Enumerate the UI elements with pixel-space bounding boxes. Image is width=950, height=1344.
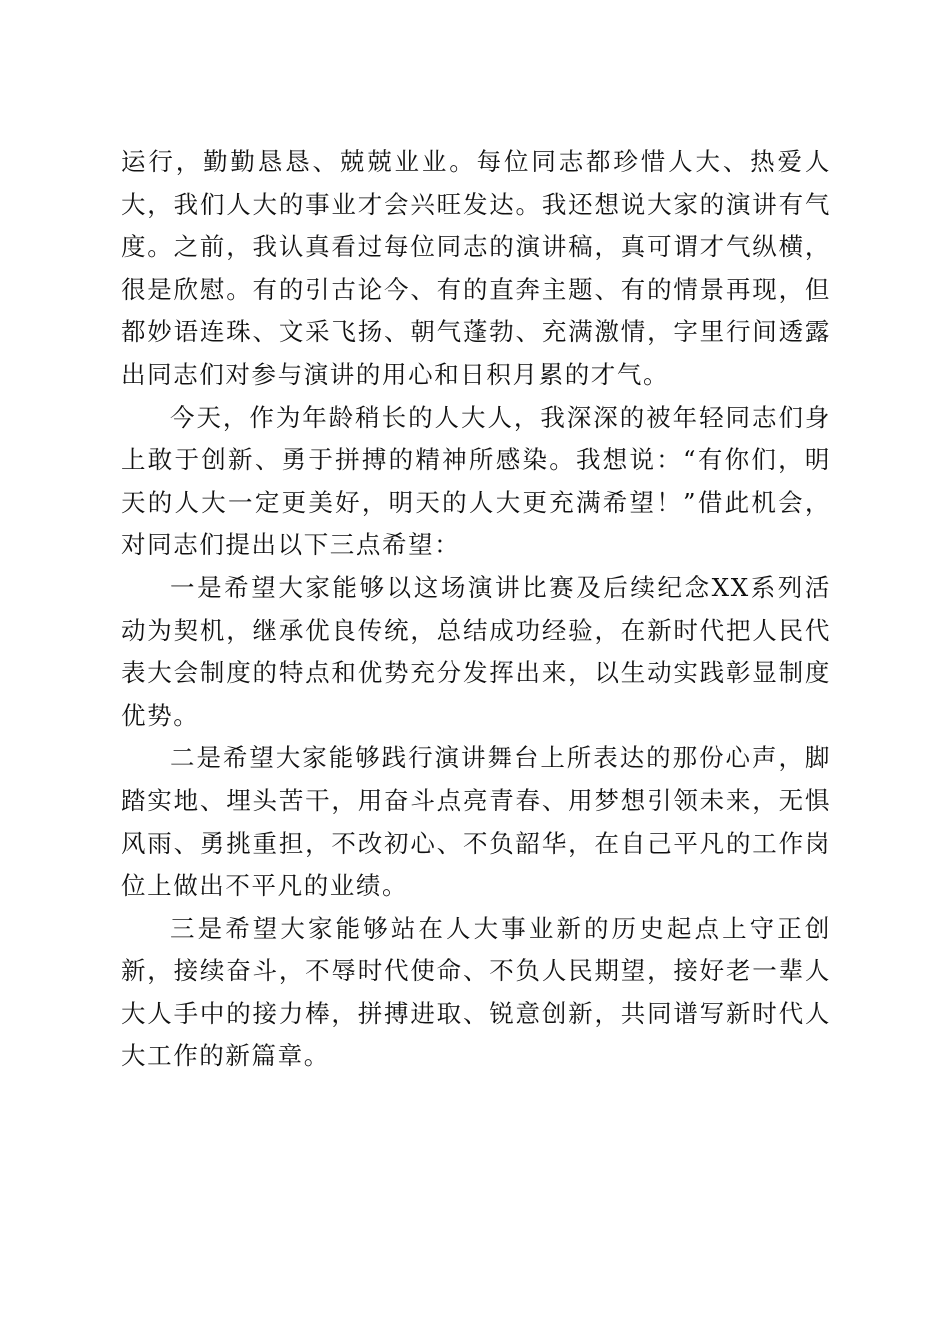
document-body <box>121 141 831 1078</box>
paragraph-continuation: 运行，勤勤恳恳、兢兢业业。每位同志都珍惜人大、热爱人大，我们人大的事业才会兴旺发达。我还想说大家的演讲有气度。之前，我认真看过每位同志的演讲稿，真可谓才气纵横，很是欣慰。有的引古论今、有的直奔主题、有的情景再现，但都妙语连珠、文采飞扬、朝气蓬勃、充满激情，字里行间透露出同志们对参与演讲的用心和日积月累的才气。 <box>121 147 831 389</box>
paragraph-hope-one: 一是希望大家能够以这场演讲比赛及后续纪念XX系列活动为契机，继承优良传统，总结成功经验，在新时代把人民代表大会制度的特点和优势充分发挥出来，以生动实践彰显制度优势。 <box>121 572 831 730</box>
paragraph-today: 今天，作为年龄稍长的人大人，我深深的被年轻同志们身上敢于创新、勇于拼搏的精神所感染。我想说：“有你们，明天的人大一定更美好，明天的人大更充满希望！”借此机会，对同志们提出以下三点希望： <box>121 402 831 560</box>
paragraph-hope-two: 二是希望大家能够践行演讲舞台上所表达的那份心声，脚踏实地、埋头苦干，用奋斗点亮青春、用梦想引领未来，无惧风雨、勇挑重担，不改初心、不负韶华，在自己平凡的工作岗位上做出不平凡的业绩。 <box>121 743 831 901</box>
paragraph-hope-three: 三是希望大家能够站在人大事业新的历史起点上守正创新，接续奋斗，不辱时代使命、不负人民期望，接好老一辈人大人手中的接力棒，拼搏进取、锐意创新，共同谱写新时代人大工作的新篇章。 <box>121 913 831 1071</box>
